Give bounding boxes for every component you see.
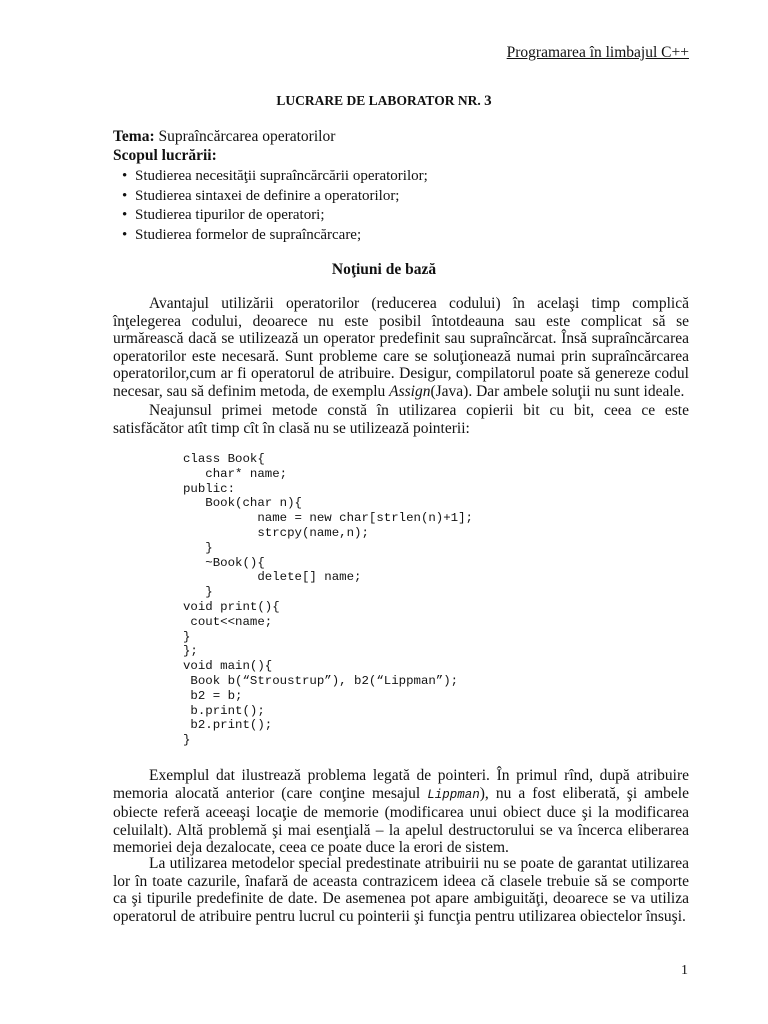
scope-item: • Studierea formelor de supraîncărcare; (113, 226, 428, 246)
theme-line (113, 127, 335, 147)
paragraph-3-text: Exemplul dat ilustrează problema legată de pointeri. În primul rînd, după atribuire memoria alocată anterior (care conţine mesajul (113, 767, 689, 802)
theme-label: Tema: (113, 128, 155, 145)
theme-value: Supraîncărcarea operatorilor (154, 128, 336, 145)
paragraph-4 (113, 855, 689, 925)
lab-title (0, 93, 768, 110)
scope-item: • Studierea tipurilor de operatori; (113, 206, 428, 226)
scope-item: • Studierea necesităţii supraîncărcării operatorilor; (113, 167, 428, 187)
page-number: 1 (681, 963, 688, 978)
scope-list (113, 167, 428, 245)
paragraph-1 (113, 295, 689, 401)
code-listing: class Book{ char* name; public: Book(char n){ name = new char[strlen(n)+1]; strcpy(name,n); } ~Book(){ delete[] name; } void print(){ cout<<name; } }; void main(){ Book b(“Stroustrup”), b2(“Lippman”); b2 = b; b.print(); b2.print(); } (183, 452, 473, 748)
lab-title-prefix: LUCRARE DE LABORATOR NR. (276, 93, 485, 108)
paragraph-1-end: (Java). Dar ambele soluţii nu sunt ideale. (430, 382, 685, 400)
lab-number: 3 (484, 93, 492, 109)
paragraph-2 (113, 402, 689, 437)
scope-label: Scopul lucrării: (113, 147, 217, 164)
running-header: Programarea în limbajul C++ (506, 44, 689, 61)
paragraph-1-italic: Assign (389, 382, 431, 400)
paragraph-4-text: La utilizarea metodelor special predestinate atribuirii nu se poate de garantat utilizarea lor în toate cazurile, înafară de aceasta contrazicem ideea că clasele trebuie să se comporte ca şi tipurile predefinite de date. De asemenea pot apare ambiguităţi, deoarece se va utiliza operatorul de atribuire pentru lucrul cu pointerii şi funcţia pentru utilizarea obiectelor însuşi. (113, 855, 689, 925)
paragraph-3-mono: Lippman (427, 787, 480, 802)
paragraph-1-text: Avantajul utilizării operatorilor (reducerea codului) în acelaşi timp complică înţelegerea codului, deoarece nu este posibil întotdeauna sau este complicat să se urmărească dacă se utilizează un operator predefinit sau supraîncărcat. Însă supraîncărcarea operatorilor este necesară. Sunt probleme care se soluţionează numai prin supraîncărcarea operatorilor,cum ar fi operatorul de atribuire. Desigur, compilatorul poate să genereze codul necesar, sau să definim metoda, de exemplu (113, 295, 689, 400)
section-title: Noţiuni de bază (331, 261, 437, 278)
paragraph-3-end: ), nu a fost eliberată, şi ambele obiecte referă aceeaşi locaţie de memorie (modificarea unui obiect duce şi la modificarea celuilalt). Altă problemă şi mai esenţială – la apelul destructorului se va încerca eliberarea memoriei deja dezalocate, ceea ce poate duce la erori de sistem. (113, 784, 689, 857)
scope-item: • Studierea sintaxei de definire a operatorilor; (113, 187, 428, 207)
paragraph-2-text: Neajunsul primei metode constă în utilizarea copierii bit cu bit, ceea ce este satisfăcător atît timp cît în clasă nu se utilizează pointerii: (113, 402, 689, 437)
paragraph-3 (113, 767, 689, 857)
